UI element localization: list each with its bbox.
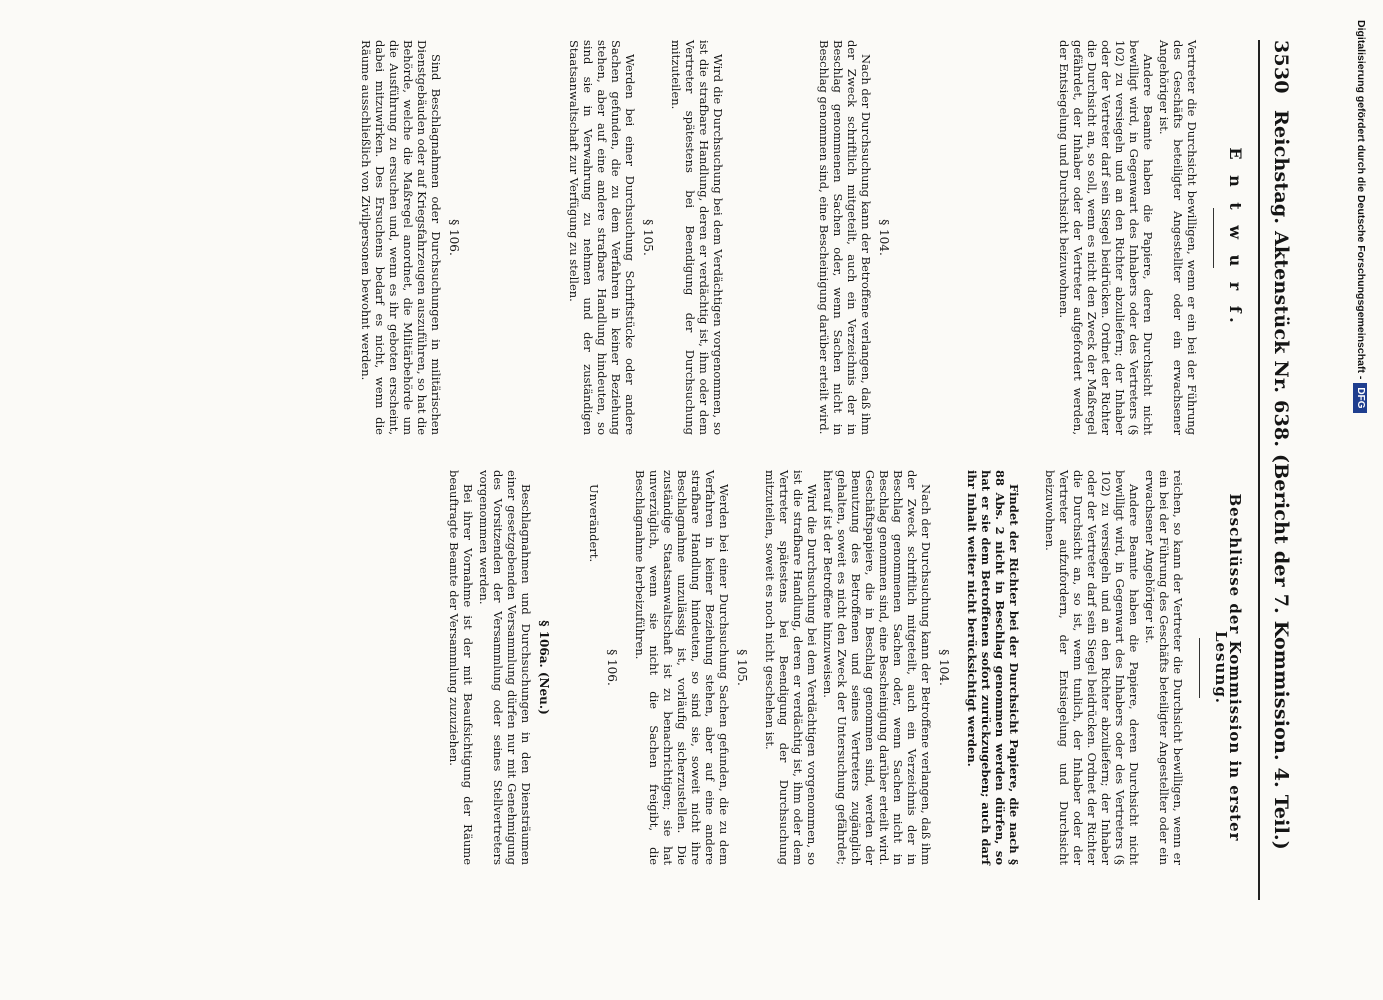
paragraph: Bei ihrer Vornahme ist der mit Beaufsichtigung der Räume beauftragte Beamte der Versammlung zuzuziehen. (447, 470, 475, 865)
section-heading-104: § 104. (877, 219, 891, 256)
section-heading-105: § 105. (735, 649, 749, 686)
paragraph: Unverändert. (587, 484, 601, 563)
section-heading-106: § 106. (447, 219, 461, 256)
digitization-note (1350, 20, 1372, 980)
paragraph: Werden bei einer Durchsuchung Sachen gefunden, die zu dem Verfahren in keiner Beziehung stehen, aber auf eine andere strafbare Handlung hindeuten, so sind sie, soweit nicht ihre Beschlagnahme unzulässig ist, vorläufig sicherzustellen. Die zuständige Staatsanwaltschaft ist zu benachrichtigen; sie hat unverzüglich, wenn sie nicht die Sachen freigibt, die Beschlagnahme herbeizuführen. (633, 470, 731, 865)
paragraph: Vertreter die Durchsicht bewilligen, wenn er ein bei der Führung des Geschäfts beteiligter Angestellter oder ein erwachsener Angehöriger ist. (1157, 40, 1199, 435)
rotated-document-sheet (0, 40, 1300, 960)
column-beschluesse (445, 470, 1248, 865)
section-heading-105: § 105. (641, 219, 655, 256)
heading-divider (1199, 638, 1200, 698)
column-heading-entwurf: E n t w u r f. (1226, 147, 1245, 328)
digitization-text: Digitalisierung gefördert durch die Deutsche Forschungsgemeinschaft - (1355, 20, 1367, 380)
section-heading-106: § 106. (605, 649, 619, 686)
column-heading-beschluesse: Beschlüsse der Kommission in erster Lesung. (1212, 493, 1244, 842)
paragraph: Sind Beschlagnahmen oder Durchsuchungen in militärischen Dienstgebäuden oder auf Kriegsfahrzeugen auszuführen, so hat die Behörde, welche die Maßregel anordnet, die Militärbehörde um die Ausführung zu ersuchen und, wenn es ihr geboten erscheint, dabei mitzuwirken. Des Ersuchens bedarf es nicht, wenn die Räume ausschließlich von Zivilpersonen bewohnt werden. (359, 40, 443, 436)
paragraph: Andere Beamte haben die Papiere, deren Durchsicht nicht bewilligt wird, in Gegenwart des Inhabers oder des Vertreters (§ 102) zu versiegeln und an den Richter abzuliefern; der Inhaber oder der Vertreter darf sein Siegel beidrücken. Ordnet der Richter die Durchsicht an, so ist, wenn tunlich, der Inhaber oder der Vertreter aufzufordern, der Entsiegelung und Durchsicht beizuwohnen. (1043, 470, 1141, 865)
header-rule (1258, 40, 1260, 900)
page-title: Reichstag. Aktenstück Nr. 638. (Bericht der 7. Kommission. 4. Teil.) (1270, 110, 1292, 850)
column-entwurf (357, 40, 1248, 435)
heading-divider (1213, 208, 1214, 268)
page-number: 3530 (1270, 40, 1292, 94)
paragraph: Nach der Durchsuchung kann der Betroffene verlangen, daß ihm der Zweck schriftlich mitgeteilt, auch ein Verzeichnis der in Beschlag genommenen Sachen oder, wenn Sachen nicht in Beschlag genommen sind, eine Bescheinigung darüber erteilt wird. (817, 40, 873, 435)
page-header (1262, 40, 1292, 900)
paragraph: Werden bei einer Durchsuchung Schriftstücke oder andere Sachen gefunden, die zu dem Verfahren in keiner Beziehung stehen, aber auf eine andere strafbare Handlung hindeuten, so sind sie in Verwahrung zu nehmen und der zuständigen Staatsanwaltschaft zur Verfügung zu stellen. (567, 40, 637, 435)
paragraph: Wird die Durchsuchung bei dem Verdächtigen vorgenommen, so ist die strafbare Handlung, deren er verdächtig ist, ihm oder dem Vertreter spätestens bei Beendigung der Durchsuchung mitzuteilen. (669, 40, 725, 435)
paragraph: Wird die Durchsuchung bei dem Verdächtigen vorgenommen, so ist die strafbare Handlung, deren er verdächtig ist, ihm oder dem Vertreter spätestens bei Beendigung der Durchsuchung mitzuteilen, soweit es noch nicht geschehen ist. (763, 470, 819, 865)
paragraph: reichen, so kann der Vertreter die Durchsicht bewilligen, wenn er ein bei der Führung des Geschäfts beteiligter Angestellter oder ein erwachsener Angehöriger ist. (1143, 470, 1185, 865)
section-heading-106a: § 106a. (Neu.) (537, 620, 551, 715)
paragraph: Beschlagnahmen und Durchsuchungen in den Diensträumen einer gesetzgebenden Versammlung dürfen nur mit Genehmigung des Vorsitzenden der Versammlung oder seines Stellvertreters vorgenommen werden. (477, 470, 533, 865)
dfg-logo: DFG (1353, 383, 1367, 412)
section-heading-104: § 104. (937, 649, 951, 686)
paragraph: Nach der Durchsuchung kann der Betroffene verlangen, daß ihm der Zweck schriftlich mitgeteilt, auch ein Verzeichnis der in Beschlag genommenen Sachen oder, wenn Sachen nicht in Beschlag genommen sind, eine Bescheinigung darüber erteilt wird. Geschäftspapiere, die in Beschlag genommen sind, werden der Benutzung des Betroffenen und seines Vertreters zugänglich gehalten, soweit es nicht den Zweck der Untersuchung gefährdet; hierauf ist der Betroffene hinzuweisen. (821, 470, 933, 865)
paragraph: Andere Beamte haben die Papiere, deren Durchsicht nicht bewilligt wird, in Gegenwart des Inhabers oder des Vertreters (§ 102) zu versiegeln und an den Richter abzuliefern; der Inhaber oder der Vertreter darf sein Siegel beidrücken. Ordnet der Richter die Durchsicht an, so soll, wenn es nicht den Zweck der Maßregel gefährdet, der Inhaber oder der Vertreter aufgefordert werden, der Entsiegelung und Durchsicht beizuwohnen. (1057, 40, 1155, 435)
paragraph-new-text: Findet der Richter bei der Durchsicht Papiere, die nach § 88 Abs. 2 nicht in Beschlag genommen werden dürfen, so hat er sie dem Betroffenen sofort zurückzugeben; auch darf ihr Inhalt weiter nicht berücksichtigt werden. (965, 470, 1021, 865)
